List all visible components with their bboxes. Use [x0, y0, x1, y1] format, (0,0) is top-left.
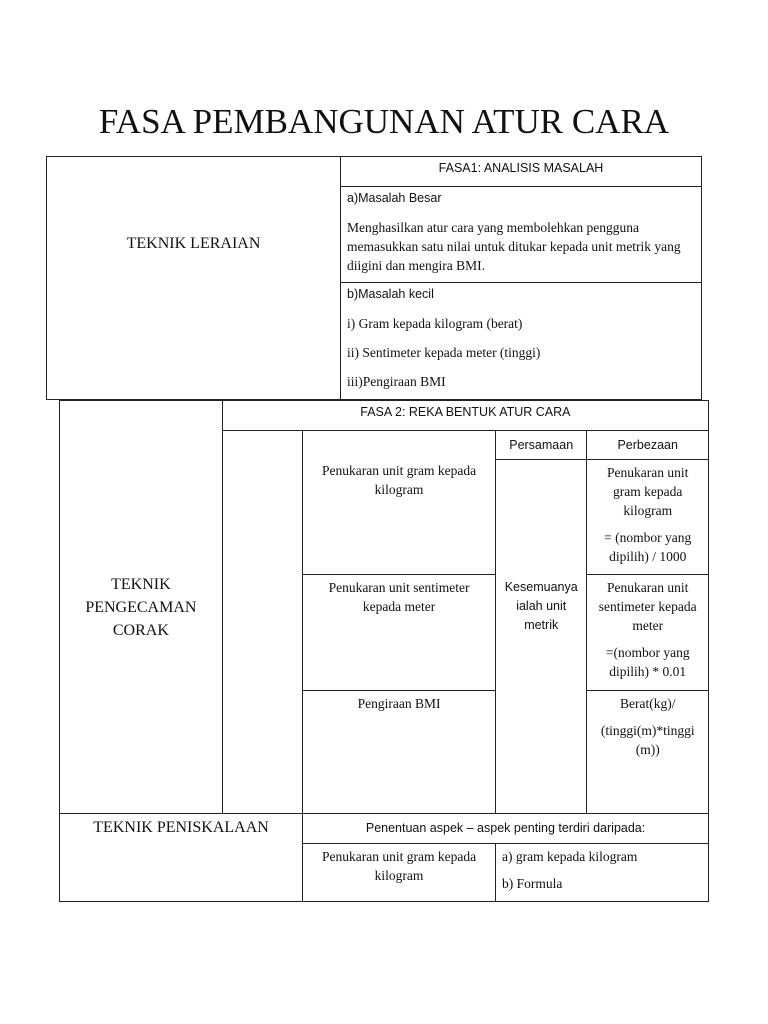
- aspect-item: b) Formula: [502, 876, 563, 891]
- phase3-header: Penentuan aspek – aspek penting terdiri daripada:: [303, 814, 709, 844]
- big-problem-label: a)Masalah Besar: [347, 191, 442, 205]
- technique-decomposition: TEKNIK LERAIAN: [47, 157, 341, 400]
- pattern-row-name: Penukaran unit gram kepada kilogram: [303, 431, 496, 575]
- small-problem-item: ii) Sentimeter kepada meter (tinggi): [347, 345, 541, 360]
- blank-cell: [222, 431, 302, 814]
- difference-cell: [587, 691, 709, 814]
- small-problem-item: iii)Pengiraan BMI: [347, 374, 446, 389]
- technique-pattern-recognition: TEKNIK PENGECAMAN CORAK: [60, 401, 223, 814]
- big-problem-cell: [341, 187, 702, 283]
- column-similarity: Persamaan: [496, 431, 587, 460]
- difference-desc: Penukaran unit sentimeter kepada meter: [598, 580, 697, 633]
- small-problem-item: i) Gram kepada kilogram (berat): [347, 316, 523, 331]
- small-problem-label: b)Masalah kecil: [347, 287, 434, 301]
- difference-cell: [587, 460, 709, 575]
- aspect-item: a) gram kepada kilogram: [502, 849, 638, 864]
- phase2-table: [59, 400, 709, 902]
- difference-formula: = (nombor yang dipilih) / 1000: [604, 530, 692, 564]
- abstraction-aspects: [496, 844, 709, 902]
- phase2-header: FASA 2: REKA BENTUK ATUR CARA: [222, 401, 708, 431]
- difference-formula: =(nombor yang dipilih) * 0.01: [605, 645, 690, 679]
- abstraction-item-name: Penukaran unit gram kepada kilogram: [303, 844, 496, 902]
- page-title: FASA PEMBANGUNAN ATUR CARA: [98, 102, 670, 141]
- phase1-header: FASA1: ANALISIS MASALAH: [341, 157, 702, 187]
- difference-desc: Penukaran unit gram kepada kilogram: [607, 465, 689, 518]
- big-problem-text: Menghasilkan atur cara yang membolehkan pengguna memasukkan satu nilai untuk ditukar kepada unit metrik yang diigini dan mengira BMI.: [347, 220, 681, 273]
- pattern-row-name: Pengiraan BMI: [303, 691, 496, 814]
- pattern-row-name: Penukaran unit sentimeter kepada meter: [303, 575, 496, 691]
- difference-desc: Berat(kg)/: [619, 696, 676, 711]
- difference-cell: [587, 575, 709, 691]
- similarity-cell: Kesemuanya ialah unit metrik: [496, 460, 587, 814]
- small-problems-cell: [341, 283, 702, 400]
- difference-formula: (tinggi(m)*tinggi (m)): [600, 723, 695, 757]
- column-difference: Perbezaan: [587, 431, 709, 460]
- phase1-table: [46, 156, 702, 400]
- technique-abstraction: TEKNIK PENISKALAAN: [60, 814, 303, 902]
